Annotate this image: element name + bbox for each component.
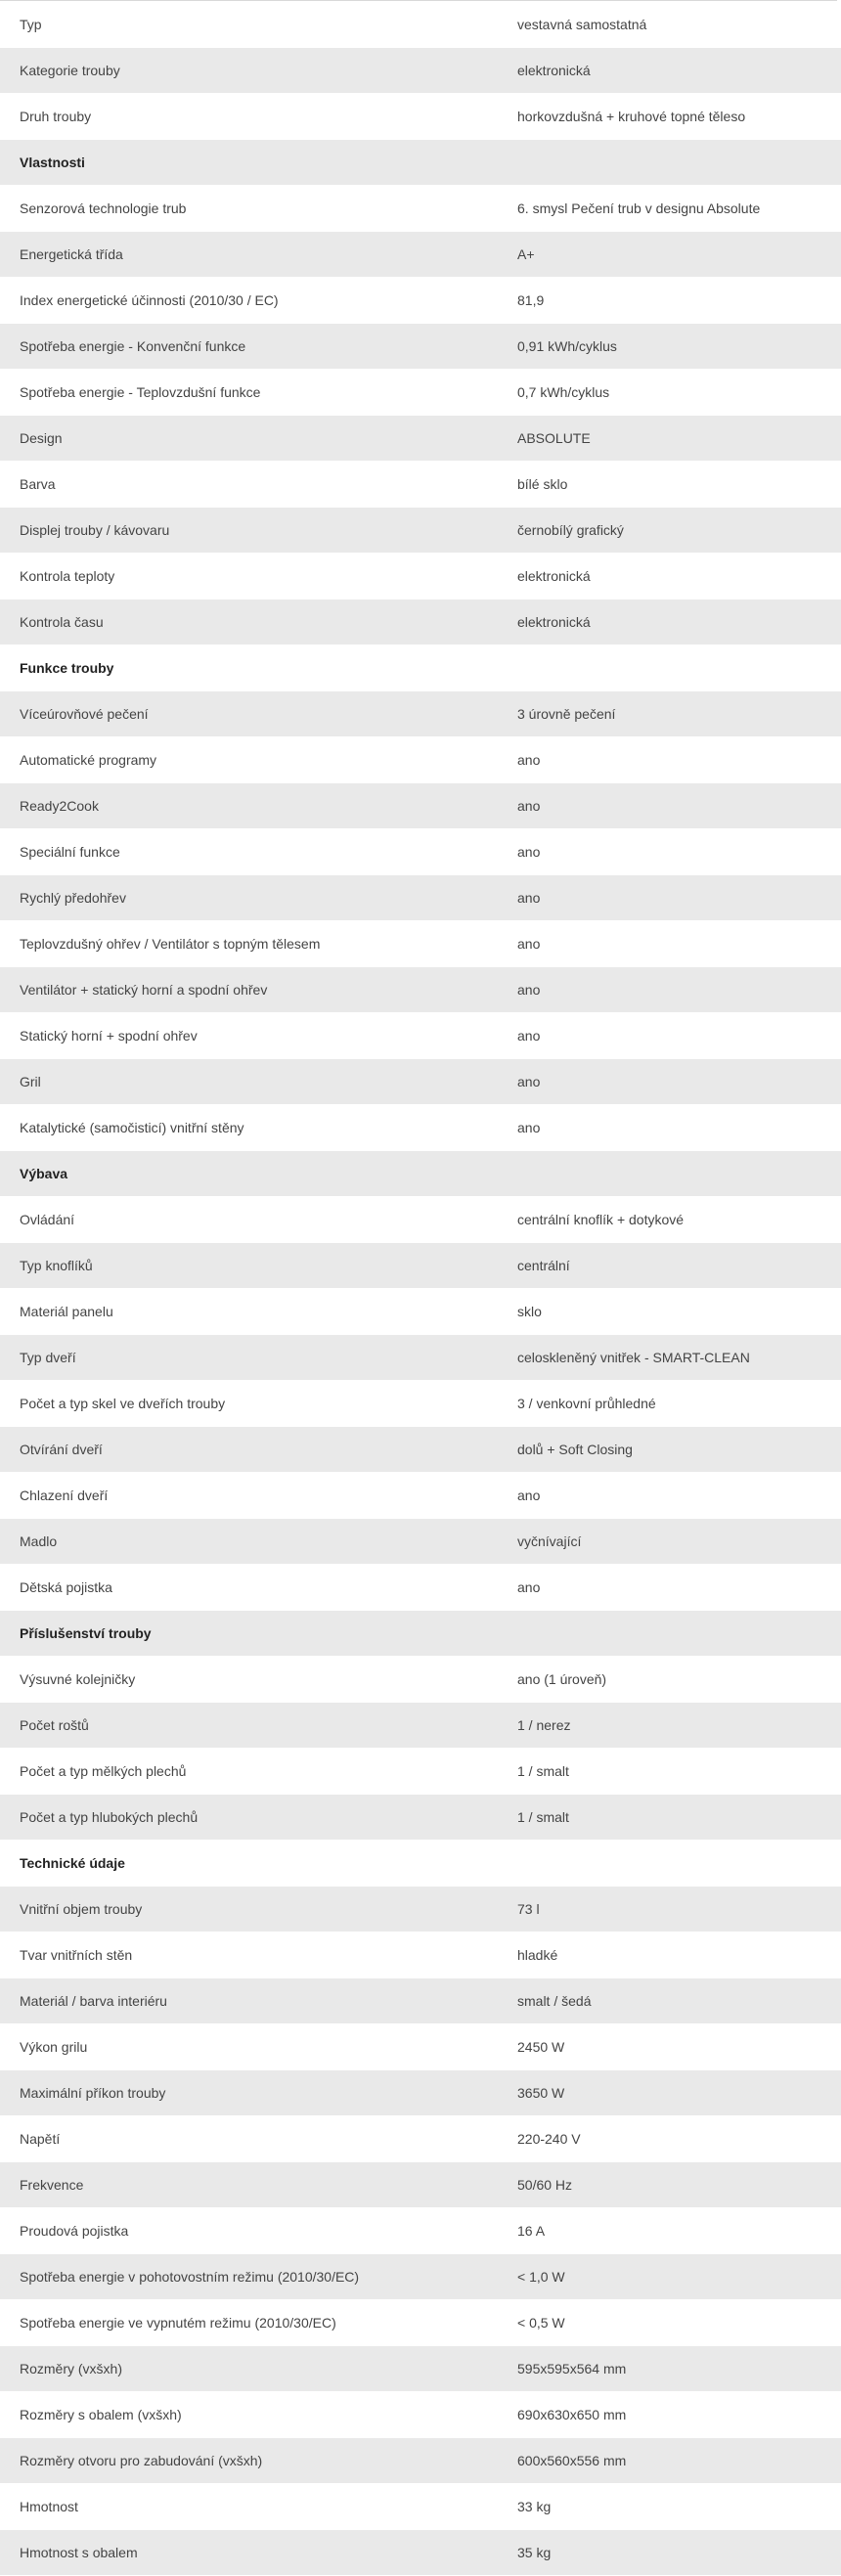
table-row — [0, 2438, 841, 2484]
spec-label: Napětí — [0, 2116, 498, 2162]
spec-value: 1 / smalt — [498, 1749, 841, 1795]
spec-value: černobílý grafický — [498, 508, 841, 554]
spec-label: Ovládání — [0, 1197, 498, 1243]
table-row — [0, 967, 841, 1013]
table-row — [0, 2, 841, 48]
spec-value: vestavná samostatná — [498, 2, 841, 48]
table-row — [0, 2530, 841, 2576]
table-row — [0, 691, 841, 737]
spec-label: Hmotnost — [0, 2484, 498, 2530]
spec-label: Teplovzdušný ohřev / Ventilátor s topným tělesem — [0, 921, 498, 967]
spec-value: sklo — [498, 1289, 841, 1335]
spec-value: hladké — [498, 1932, 841, 1978]
spec-label: Index energetické účinnosti (2010/30 / EC) — [0, 278, 498, 324]
table-row — [0, 416, 841, 462]
table-row — [0, 1473, 841, 1519]
section-empty-cell — [498, 645, 841, 691]
spec-label: Rozměry otvoru pro zabudování (vxšxh) — [0, 2438, 498, 2484]
spec-label: Ventilátor + statický horní a spodní ohřev — [0, 967, 498, 1013]
spec-label: Senzorová technologie trub — [0, 186, 498, 232]
spec-value: horkovzdušná + kruhové topné těleso — [498, 94, 841, 140]
section-header-row — [0, 1841, 841, 1887]
spec-value: 50/60 Hz — [498, 2162, 841, 2208]
table-row — [0, 1427, 841, 1473]
spec-label: Rozměry s obalem (vxšxh) — [0, 2392, 498, 2438]
spec-label: Maximální příkon trouby — [0, 2070, 498, 2116]
spec-value: 16 A — [498, 2208, 841, 2254]
spec-value: 0,7 kWh/cyklus — [498, 370, 841, 416]
section-title: Výbava — [0, 1151, 498, 1197]
table-row — [0, 554, 841, 600]
table-row — [0, 1335, 841, 1381]
section-header-row — [0, 1611, 841, 1657]
spec-label: Typ dveří — [0, 1335, 498, 1381]
section-header-row — [0, 645, 841, 691]
spec-label: Kategorie trouby — [0, 48, 498, 94]
spec-value: dolů + Soft Closing — [498, 1427, 841, 1473]
table-row — [0, 2024, 841, 2070]
spec-label: Displej trouby / kávovaru — [0, 508, 498, 554]
spec-label: Spotřeba energie - Teplovzdušní funkce — [0, 370, 498, 416]
spec-value: vyčnívající — [498, 1519, 841, 1565]
table-row — [0, 2116, 841, 2162]
spec-value: 6. smysl Pečení trub v designu Absolute — [498, 186, 841, 232]
spec-label: Proudová pojistka — [0, 2208, 498, 2254]
table-row — [0, 1197, 841, 1243]
spec-table-body — [0, 2, 841, 2576]
table-row — [0, 2346, 841, 2392]
section-empty-cell — [498, 140, 841, 186]
table-row — [0, 186, 841, 232]
table-row — [0, 232, 841, 278]
spec-label: Gril — [0, 1059, 498, 1105]
spec-value: ano (1 úroveň) — [498, 1657, 841, 1703]
spec-label: Počet a typ mělkých plechů — [0, 1749, 498, 1795]
spec-value: 2450 W — [498, 2024, 841, 2070]
spec-value: ano — [498, 921, 841, 967]
section-empty-cell — [498, 1611, 841, 1657]
spec-label: Barva — [0, 462, 498, 508]
table-row — [0, 1749, 841, 1795]
table-row — [0, 737, 841, 783]
spec-label: Materiál / barva interiéru — [0, 1978, 498, 2024]
spec-label: Rozměry (vxšxh) — [0, 2346, 498, 2392]
spec-value: centrální — [498, 1243, 841, 1289]
spec-table — [0, 1, 841, 2576]
spec-value: elektronická — [498, 48, 841, 94]
spec-value: ano — [498, 829, 841, 875]
table-row — [0, 1519, 841, 1565]
spec-label: Typ knoflíků — [0, 1243, 498, 1289]
spec-value: < 1,0 W — [498, 2254, 841, 2300]
spec-value: ano — [498, 967, 841, 1013]
spec-value: bílé sklo — [498, 462, 841, 508]
table-row — [0, 1795, 841, 1841]
table-row — [0, 1289, 841, 1335]
spec-value: 220-240 V — [498, 2116, 841, 2162]
spec-label: Hmotnost s obalem — [0, 2530, 498, 2576]
table-row — [0, 370, 841, 416]
table-row — [0, 508, 841, 554]
spec-value: 33 kg — [498, 2484, 841, 2530]
table-row — [0, 324, 841, 370]
table-row — [0, 1932, 841, 1978]
table-row — [0, 462, 841, 508]
table-row — [0, 2484, 841, 2530]
spec-label: Rychlý předohřev — [0, 875, 498, 921]
spec-value: smalt / šedá — [498, 1978, 841, 2024]
spec-value: 600x560x556 mm — [498, 2438, 841, 2484]
spec-label: Materiál panelu — [0, 1289, 498, 1335]
section-empty-cell — [498, 1151, 841, 1197]
table-row — [0, 1059, 841, 1105]
spec-label: Výkon grilu — [0, 2024, 498, 2070]
table-row — [0, 829, 841, 875]
spec-value: 73 l — [498, 1887, 841, 1932]
table-row — [0, 2070, 841, 2116]
spec-label: Madlo — [0, 1519, 498, 1565]
spec-label: Spotřeba energie - Konvenční funkce — [0, 324, 498, 370]
spec-label: Víceúrovňové pečení — [0, 691, 498, 737]
spec-value: celoskleněný vnitřek - SMART-CLEAN — [498, 1335, 841, 1381]
spec-label: Počet roštů — [0, 1703, 498, 1749]
spec-value: 81,9 — [498, 278, 841, 324]
spec-value: ano — [498, 875, 841, 921]
section-empty-cell — [498, 1841, 841, 1887]
spec-value: ano — [498, 1059, 841, 1105]
section-header-row — [0, 1151, 841, 1197]
spec-label: Dětská pojistka — [0, 1565, 498, 1611]
spec-value: ano — [498, 1013, 841, 1059]
spec-label: Statický horní + spodní ohřev — [0, 1013, 498, 1059]
table-row — [0, 600, 841, 645]
spec-value: 3 úrovně pečení — [498, 691, 841, 737]
spec-label: Energetická třída — [0, 232, 498, 278]
section-title: Vlastnosti — [0, 140, 498, 186]
spec-label: Automatické programy — [0, 737, 498, 783]
section-header-row — [0, 140, 841, 186]
table-row — [0, 1657, 841, 1703]
table-row — [0, 2254, 841, 2300]
spec-label: Spotřeba energie ve vypnutém režimu (2010/30/EC) — [0, 2300, 498, 2346]
section-title: Příslušenství trouby — [0, 1611, 498, 1657]
table-row — [0, 1243, 841, 1289]
spec-label: Kontrola času — [0, 600, 498, 645]
spec-value: 595x595x564 mm — [498, 2346, 841, 2392]
table-row — [0, 48, 841, 94]
spec-value: ano — [498, 1473, 841, 1519]
table-row — [0, 1703, 841, 1749]
spec-label: Vnitřní objem trouby — [0, 1887, 498, 1932]
table-row — [0, 783, 841, 829]
spec-value: elektronická — [498, 554, 841, 600]
spec-value: ano — [498, 783, 841, 829]
spec-value: ano — [498, 1105, 841, 1151]
table-row — [0, 2392, 841, 2438]
spec-label: Kontrola teploty — [0, 554, 498, 600]
table-row — [0, 1381, 841, 1427]
spec-label: Chlazení dveří — [0, 1473, 498, 1519]
spec-label: Speciální funkce — [0, 829, 498, 875]
table-row — [0, 1887, 841, 1932]
table-row — [0, 921, 841, 967]
table-row — [0, 1105, 841, 1151]
spec-value: centrální knoflík + dotykové — [498, 1197, 841, 1243]
spec-label: Ready2Cook — [0, 783, 498, 829]
spec-value: ano — [498, 1565, 841, 1611]
spec-value: 3650 W — [498, 2070, 841, 2116]
table-row — [0, 875, 841, 921]
spec-value: A+ — [498, 232, 841, 278]
spec-label: Otvírání dveří — [0, 1427, 498, 1473]
section-title: Funkce trouby — [0, 645, 498, 691]
section-title: Technické údaje — [0, 1841, 498, 1887]
spec-label: Spotřeba energie v pohotovostním režimu (2010/30/EC) — [0, 2254, 498, 2300]
spec-value: 35 kg — [498, 2530, 841, 2576]
table-row — [0, 94, 841, 140]
table-row — [0, 278, 841, 324]
spec-value: 1 / nerez — [498, 1703, 841, 1749]
table-row — [0, 2300, 841, 2346]
table-row — [0, 2162, 841, 2208]
table-row — [0, 2208, 841, 2254]
spec-label: Design — [0, 416, 498, 462]
spec-label: Výsuvné kolejničky — [0, 1657, 498, 1703]
spec-label: Katalytické (samočisticí) vnitřní stěny — [0, 1105, 498, 1151]
table-row — [0, 1978, 841, 2024]
spec-label: Typ — [0, 2, 498, 48]
table-row — [0, 1013, 841, 1059]
spec-label: Počet a typ hlubokých plechů — [0, 1795, 498, 1841]
spec-value: 690x630x650 mm — [498, 2392, 841, 2438]
spec-label: Tvar vnitřních stěn — [0, 1932, 498, 1978]
spec-label: Počet a typ skel ve dveřích trouby — [0, 1381, 498, 1427]
spec-value: 1 / smalt — [498, 1795, 841, 1841]
spec-label: Druh trouby — [0, 94, 498, 140]
spec-value: ano — [498, 737, 841, 783]
spec-label: Frekvence — [0, 2162, 498, 2208]
spec-value: elektronická — [498, 600, 841, 645]
table-row — [0, 1565, 841, 1611]
spec-value: 0,91 kWh/cyklus — [498, 324, 841, 370]
spec-value: < 0,5 W — [498, 2300, 841, 2346]
spec-value: ABSOLUTE — [498, 416, 841, 462]
spec-value: 3 / venkovní průhledné — [498, 1381, 841, 1427]
